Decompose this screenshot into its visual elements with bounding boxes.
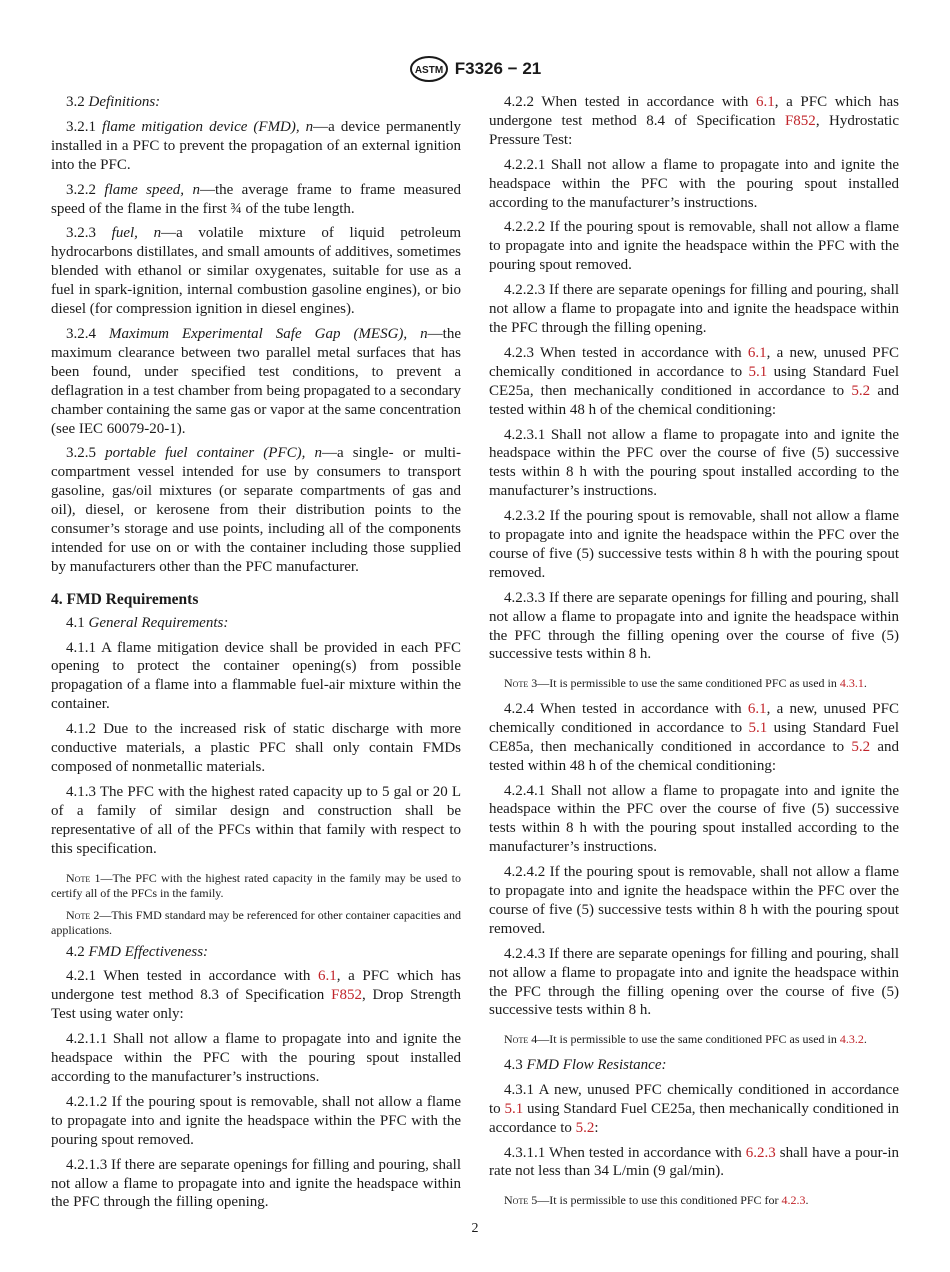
ref-link[interactable]: 5.2 — [851, 382, 871, 399]
ref-link[interactable]: 4.3.1 — [839, 676, 864, 691]
para-4-2-1-1: 4.2.1.1 Shall not allow a flame to propagate into and ignite the headspace within the PFC with the pouring spout installed according to the manufacturer’s instructions. — [51, 1031, 461, 1085]
para-4-2-4-3: 4.2.4.3 If there are separate openings for filling and pouring, shall not allow a flame to propagate into and ignite the headspace within the PFC through the filling opening over the course of five (5) successive tests within 8 h. — [489, 945, 899, 1019]
para-4-3-1-1: 4.3.1.1 When tested in accordance with 6.2.3 shall have a pour-in rate not less than 34 L/min (9 gal/min). — [489, 1144, 899, 1180]
para-4-2-3-3: 4.2.3.3 If there are separate openings for filling and pouring, shall not allow a flame to propagate into and ignite the headspace within the PFC through the filling opening over the course of five (5) successive tests within 8 h. — [489, 589, 899, 663]
left-column — [51, 93, 461, 1218]
para-4-3-1: 4.3.1 A new, unused PFC chemically conditioned in accordance to 5.1 using Standard Fuel CE25a, then mechanically conditioned in accordance to 5.2: — [489, 1081, 900, 1136]
para-4-2-1: 4.2.1 When tested in accordance with 6.1, a PFC which has undergone test method 8.3 of Specification F852, Drop Strength Test using water only: — [51, 968, 462, 1023]
definition-3-2-5: 3.2.5 portable fuel container (PFC), n—a single- or multi-compartment vessel intended for use by consumers to transport gasoline, gas/oil mixtures (or separate compartments of gas and oil), diesel, or kerosene from their distribution points to the consumer’s storage and use points, including all of the components intended for use on or with the container including those supplied by manufacturers other than the PFC manufacturer. — [51, 445, 461, 575]
para-4-2-3: 4.2.3 When tested in accordance with 6.1, a new, unused PFC chemically conditioned in accordance to 5.1 using Standard Fuel CE25a, then mechanically conditioned in accordance to 5.2 and tested within 48 h of the chemical conditioning: — [489, 344, 899, 418]
definition-3-2-2: 3.2.2 flame speed, n—the average frame to frame measured speed of the flame in the first ¾ of the tube length. — [51, 181, 462, 217]
para-4-2-3-2: 4.2.3.2 If the pouring spout is removable, shall not allow a flame to propagate into and ignite the headspace within the PFC over the course of five (5) successive tests within 8 h with the pouring spout removed. — [489, 508, 899, 581]
page-number: 2 — [471, 1221, 479, 1236]
para-4-2-4: 4.2.4 When tested in accordance with 6.1, a new, unused PFC chemically conditioned in accordance to 5.1 using Standard Fuel CE85a, then mechanically conditioned in accordance to 5.2 and tested within 48 h of the chemical conditioning: — [489, 700, 899, 774]
section-4-1: 4.1 General Requirements: — [66, 614, 229, 631]
right-column — [489, 93, 899, 1215]
ref-link[interactable]: F852 — [331, 987, 362, 1004]
note-1: Note 1—The PFC with the highest rated capacity in the family may be used to certify all of the PFCs in the family. — [51, 870, 461, 901]
para-4-2-2-1: 4.2.2.1 Shall not allow a flame to propagate into and ignite the headspace within the PFC with the pouring spout installed according to the manufacturer’s instructions. — [489, 156, 899, 211]
logo-text: ASTM — [414, 65, 443, 76]
para-4-2-1-2: 4.2.1.2 If the pouring spout is removable, shall not allow a flame to propagate into and ignite the headspace within the PFC with the pouring spout removed. — [51, 1093, 461, 1148]
para-4-1-2: 4.1.2 Due to the increased risk of static discharge with more conductive materials, a plastic PFC shall only contain FMDs composed of nonmetallic materials. — [51, 721, 461, 775]
section-4-3: 4.3 FMD Flow Resistance: — [504, 1056, 667, 1073]
page-header — [0, 56, 950, 87]
ref-link[interactable]: 5.1 — [748, 719, 768, 736]
para-4-2-2: 4.2.2 When tested in accordance with 6.1, a PFC which has undergone test method 8.4 of Specification F852, Hydrostatic Pressure Test: — [489, 94, 900, 148]
ref-link[interactable]: 4.3.2 — [839, 1032, 864, 1047]
para-4-2-1-3: 4.2.1.3 If there are separate openings for filling and pouring, shall not allow a flame to propagate into and ignite the headspace within the PFC through the filling opening. — [51, 1156, 461, 1211]
para-4-2-4-1: 4.2.4.1 Shall not allow a flame to propagate into and ignite the headspace within the PFC over the course of five (5) successive tests within 8 h with the pouring spout installed according to the manufacturer’s instructions. — [489, 782, 899, 856]
definition-3-2-3: 3.2.3 fuel, n—a volatile mixture of liquid petroleum hydrocarbons distillates, and small amounts of additives, sometimes blended with ethanol or similar oxygenates, suitable for use as a fuel in spark-ignition, internal combustion gasoline engines), or bio diesel (for compression ignition in diesel engines). — [51, 225, 462, 318]
document-designation: F3326 − 21 — [454, 59, 542, 78]
section-4-2: 4.2 FMD Effectiveness: — [66, 943, 209, 960]
note-5: Note 5—It is permissible to use this conditioned PFC for 4.2.3. — [504, 1193, 809, 1208]
ref-link[interactable]: 5.2 — [851, 738, 871, 755]
ref-link[interactable]: F852 — [784, 112, 816, 129]
note-2: Note 2—This FMD standard may be referenced for other container capacities and applications. — [51, 907, 462, 938]
para-4-2-2-3: 4.2.2.3 If there are separate openings for filling and pouring, shall not allow a flame to propagate into and ignite the headspace within the PFC through the filling opening. — [489, 282, 899, 336]
para-4-1-1: 4.1.1 A flame mitigation device shall be provided in each PFC opening to protect the container opening(s) from possible propagation of a flame into a flammable fuel-air mixture within the container. — [51, 639, 461, 713]
section-4-heading: 4. FMD Requirements — [51, 590, 199, 608]
ref-link[interactable]: 5.1 — [504, 1100, 524, 1117]
ref-link[interactable]: 5.2 — [575, 1119, 595, 1136]
ref-link[interactable]: 6.1 — [747, 700, 767, 717]
para-4-2-4-2: 4.2.4.2 If the pouring spout is removable, shall not allow a flame to propagate into and ignite the headspace within the PFC over the course of five (5) successive tests within 8 h with the pouring spout removed. — [489, 864, 899, 937]
para-4-1-3: 4.1.3 The PFC with the highest rated capacity up to 5 gal or 20 L of a family of similar design and construction shall be representative of all of the PFCs within that family with respect to this specification. — [51, 783, 461, 857]
note-4: Note 4—It is permissible to use the same conditioned PFC as used in 4.3.2. — [504, 1032, 867, 1047]
section-3-2: 3.2 Definitions: — [66, 94, 161, 110]
ref-link[interactable]: 6.1 — [756, 94, 775, 110]
definition-3-2-4: 3.2.4 Maximum Experimental Safe Gap (MESG), n—the maximum clearance between two parallel metal surfaces that has been found, under specified test conditions, to prevent a deflagration in a test chamber from being propagated to a secondary chamber containing the same gas or vapor at the same concentration (see IEC 60079-20-1). — [51, 325, 461, 437]
astm-logo-icon — [409, 56, 449, 82]
para-4-2-3-1: 4.2.3.1 Shall not allow a flame to propagate into and ignite the headspace within the PFC over the course of five (5) successive tests within 8 h with the pouring spout installed according to the manufacturer’s instructions. — [489, 426, 899, 500]
note-3: Note 3—It is permissible to use the same conditioned PFC as used in 4.3.1. — [504, 676, 867, 691]
ref-link[interactable]: 5.1 — [748, 363, 768, 380]
ref-link[interactable]: 6.1 — [318, 968, 337, 985]
definition-3-2-1: 3.2.1 flame mitigation device (FMD), n—a device permanently installed in a PFC to prevent the propagation of an external ignition into the PFC. — [51, 118, 461, 173]
para-4-2-2-2: 4.2.2.2 If the pouring spout is removable, shall not allow a flame to propagate into and ignite the headspace within the PFC with the pouring spout removed. — [489, 219, 899, 274]
ref-link[interactable]: 6.2.3 — [745, 1144, 776, 1161]
ref-link[interactable]: 4.2.3 — [781, 1193, 806, 1208]
ref-link[interactable]: 6.1 — [747, 344, 767, 361]
